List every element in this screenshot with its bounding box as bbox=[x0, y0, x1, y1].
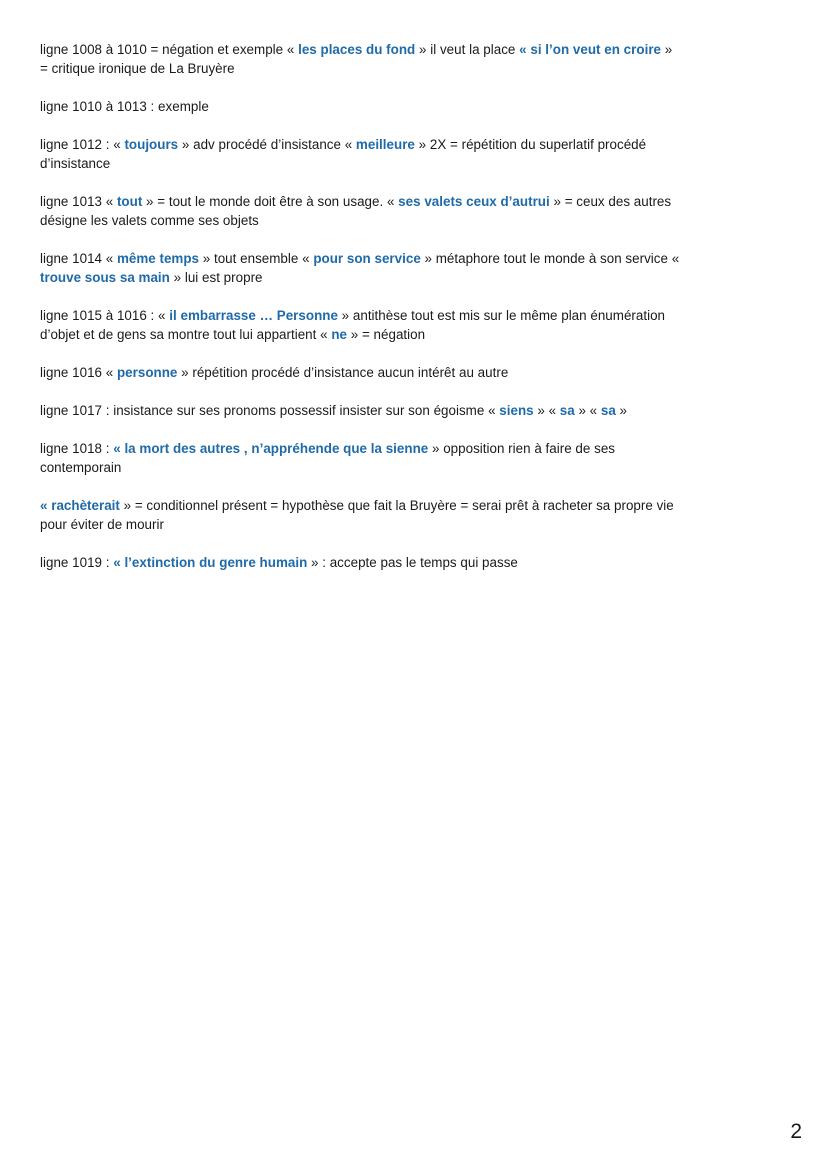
highlighted-quote: « l’extinction du genre humain bbox=[113, 555, 308, 570]
highlighted-quote: ne bbox=[331, 327, 348, 342]
highlighted-quote: sa bbox=[600, 403, 616, 418]
text-segment: » = conditionnel présent = hypothèse que fait la Bruyère = serai prêt à racheter sa propre vie pour éviter de mourir bbox=[40, 498, 674, 532]
highlighted-quote: ses valets ceux d’autrui bbox=[398, 194, 550, 209]
text-segment: ligne 1008 à 1010 = négation et exemple « bbox=[40, 42, 299, 57]
paragraph bbox=[40, 496, 680, 534]
page-number: 2 bbox=[790, 1120, 802, 1143]
paragraph bbox=[40, 553, 680, 572]
highlighted-quote: siens bbox=[499, 403, 534, 418]
text-segment: » = tout le monde doit être à son usage. « bbox=[142, 194, 399, 209]
text-segment: » = critique ironique de La Bruyère bbox=[40, 42, 673, 76]
highlighted-quote: « si l’on veut en croire bbox=[519, 42, 662, 57]
text-segment: » « bbox=[574, 403, 601, 418]
paragraph bbox=[40, 97, 680, 116]
highlighted-quote: pour son service bbox=[313, 251, 421, 266]
text-segment: » antithèse tout est mis sur le même plan énumération d’objet et de gens sa montre tout lui appartient « bbox=[40, 308, 666, 342]
text-segment: » tout ensemble « bbox=[199, 251, 314, 266]
paragraph bbox=[40, 192, 680, 230]
paragraph bbox=[40, 439, 680, 477]
text-segment: ligne 1012 : « bbox=[40, 137, 125, 152]
highlighted-quote: meilleure bbox=[355, 137, 415, 152]
highlighted-quote: « la mort des autres , n’appréhende que la sienne bbox=[113, 441, 429, 456]
text-segment: ligne 1015 à 1016 : « bbox=[40, 308, 170, 323]
text-segment: ligne 1014 « bbox=[40, 251, 117, 266]
highlighted-quote: même temps bbox=[116, 251, 200, 266]
text-segment: ligne 1016 « bbox=[40, 365, 117, 380]
text-segment: » = négation bbox=[347, 327, 426, 342]
text-segment: » = ceux des autres désigne les valets comme ses objets bbox=[40, 194, 672, 228]
text-segment: » adv procédé d’insistance « bbox=[178, 137, 356, 152]
highlighted-quote: les places du fond bbox=[298, 42, 416, 57]
highlighted-quote: il embarrasse … Personne bbox=[169, 308, 338, 323]
highlighted-quote: toujours bbox=[124, 137, 179, 152]
highlighted-quote: sa bbox=[559, 403, 575, 418]
text-segment: ligne 1013 « bbox=[40, 194, 117, 209]
text-segment: ligne 1017 : insistance sur ses pronoms possessif insister sur son égoisme « bbox=[40, 403, 500, 418]
text-segment: » : accepte pas le temps qui passe bbox=[307, 555, 518, 570]
text-segment: » métaphore tout le monde à son service « bbox=[420, 251, 680, 266]
text-segment: » répétition procédé d’insistance aucun intérêt au autre bbox=[177, 365, 509, 380]
text-segment: » il veut la place bbox=[415, 42, 520, 57]
highlighted-quote: personne bbox=[116, 365, 178, 380]
text-segment: ligne 1019 : bbox=[40, 555, 114, 570]
text-segment: ligne 1010 à 1013 : exemple bbox=[40, 99, 209, 114]
paragraph bbox=[40, 401, 680, 420]
text-segment: » bbox=[615, 403, 628, 418]
highlighted-quote: « rachèterait bbox=[40, 498, 120, 513]
paragraph bbox=[40, 135, 680, 173]
paragraph bbox=[40, 249, 680, 287]
paragraph bbox=[40, 306, 680, 344]
document-body bbox=[40, 40, 680, 591]
paragraph bbox=[40, 363, 680, 382]
text-segment: » lui est propre bbox=[169, 270, 263, 285]
text-segment: » opposition rien à faire de ses contemporain bbox=[40, 441, 616, 475]
text-segment: » 2X = répétition du superlatif procédé d’insistance bbox=[40, 137, 647, 171]
text-segment: ligne 1018 : bbox=[40, 441, 114, 456]
highlighted-quote: tout bbox=[116, 194, 143, 209]
highlighted-quote: trouve sous sa main bbox=[40, 270, 170, 285]
text-segment: » « bbox=[533, 403, 560, 418]
paragraph bbox=[40, 40, 680, 78]
